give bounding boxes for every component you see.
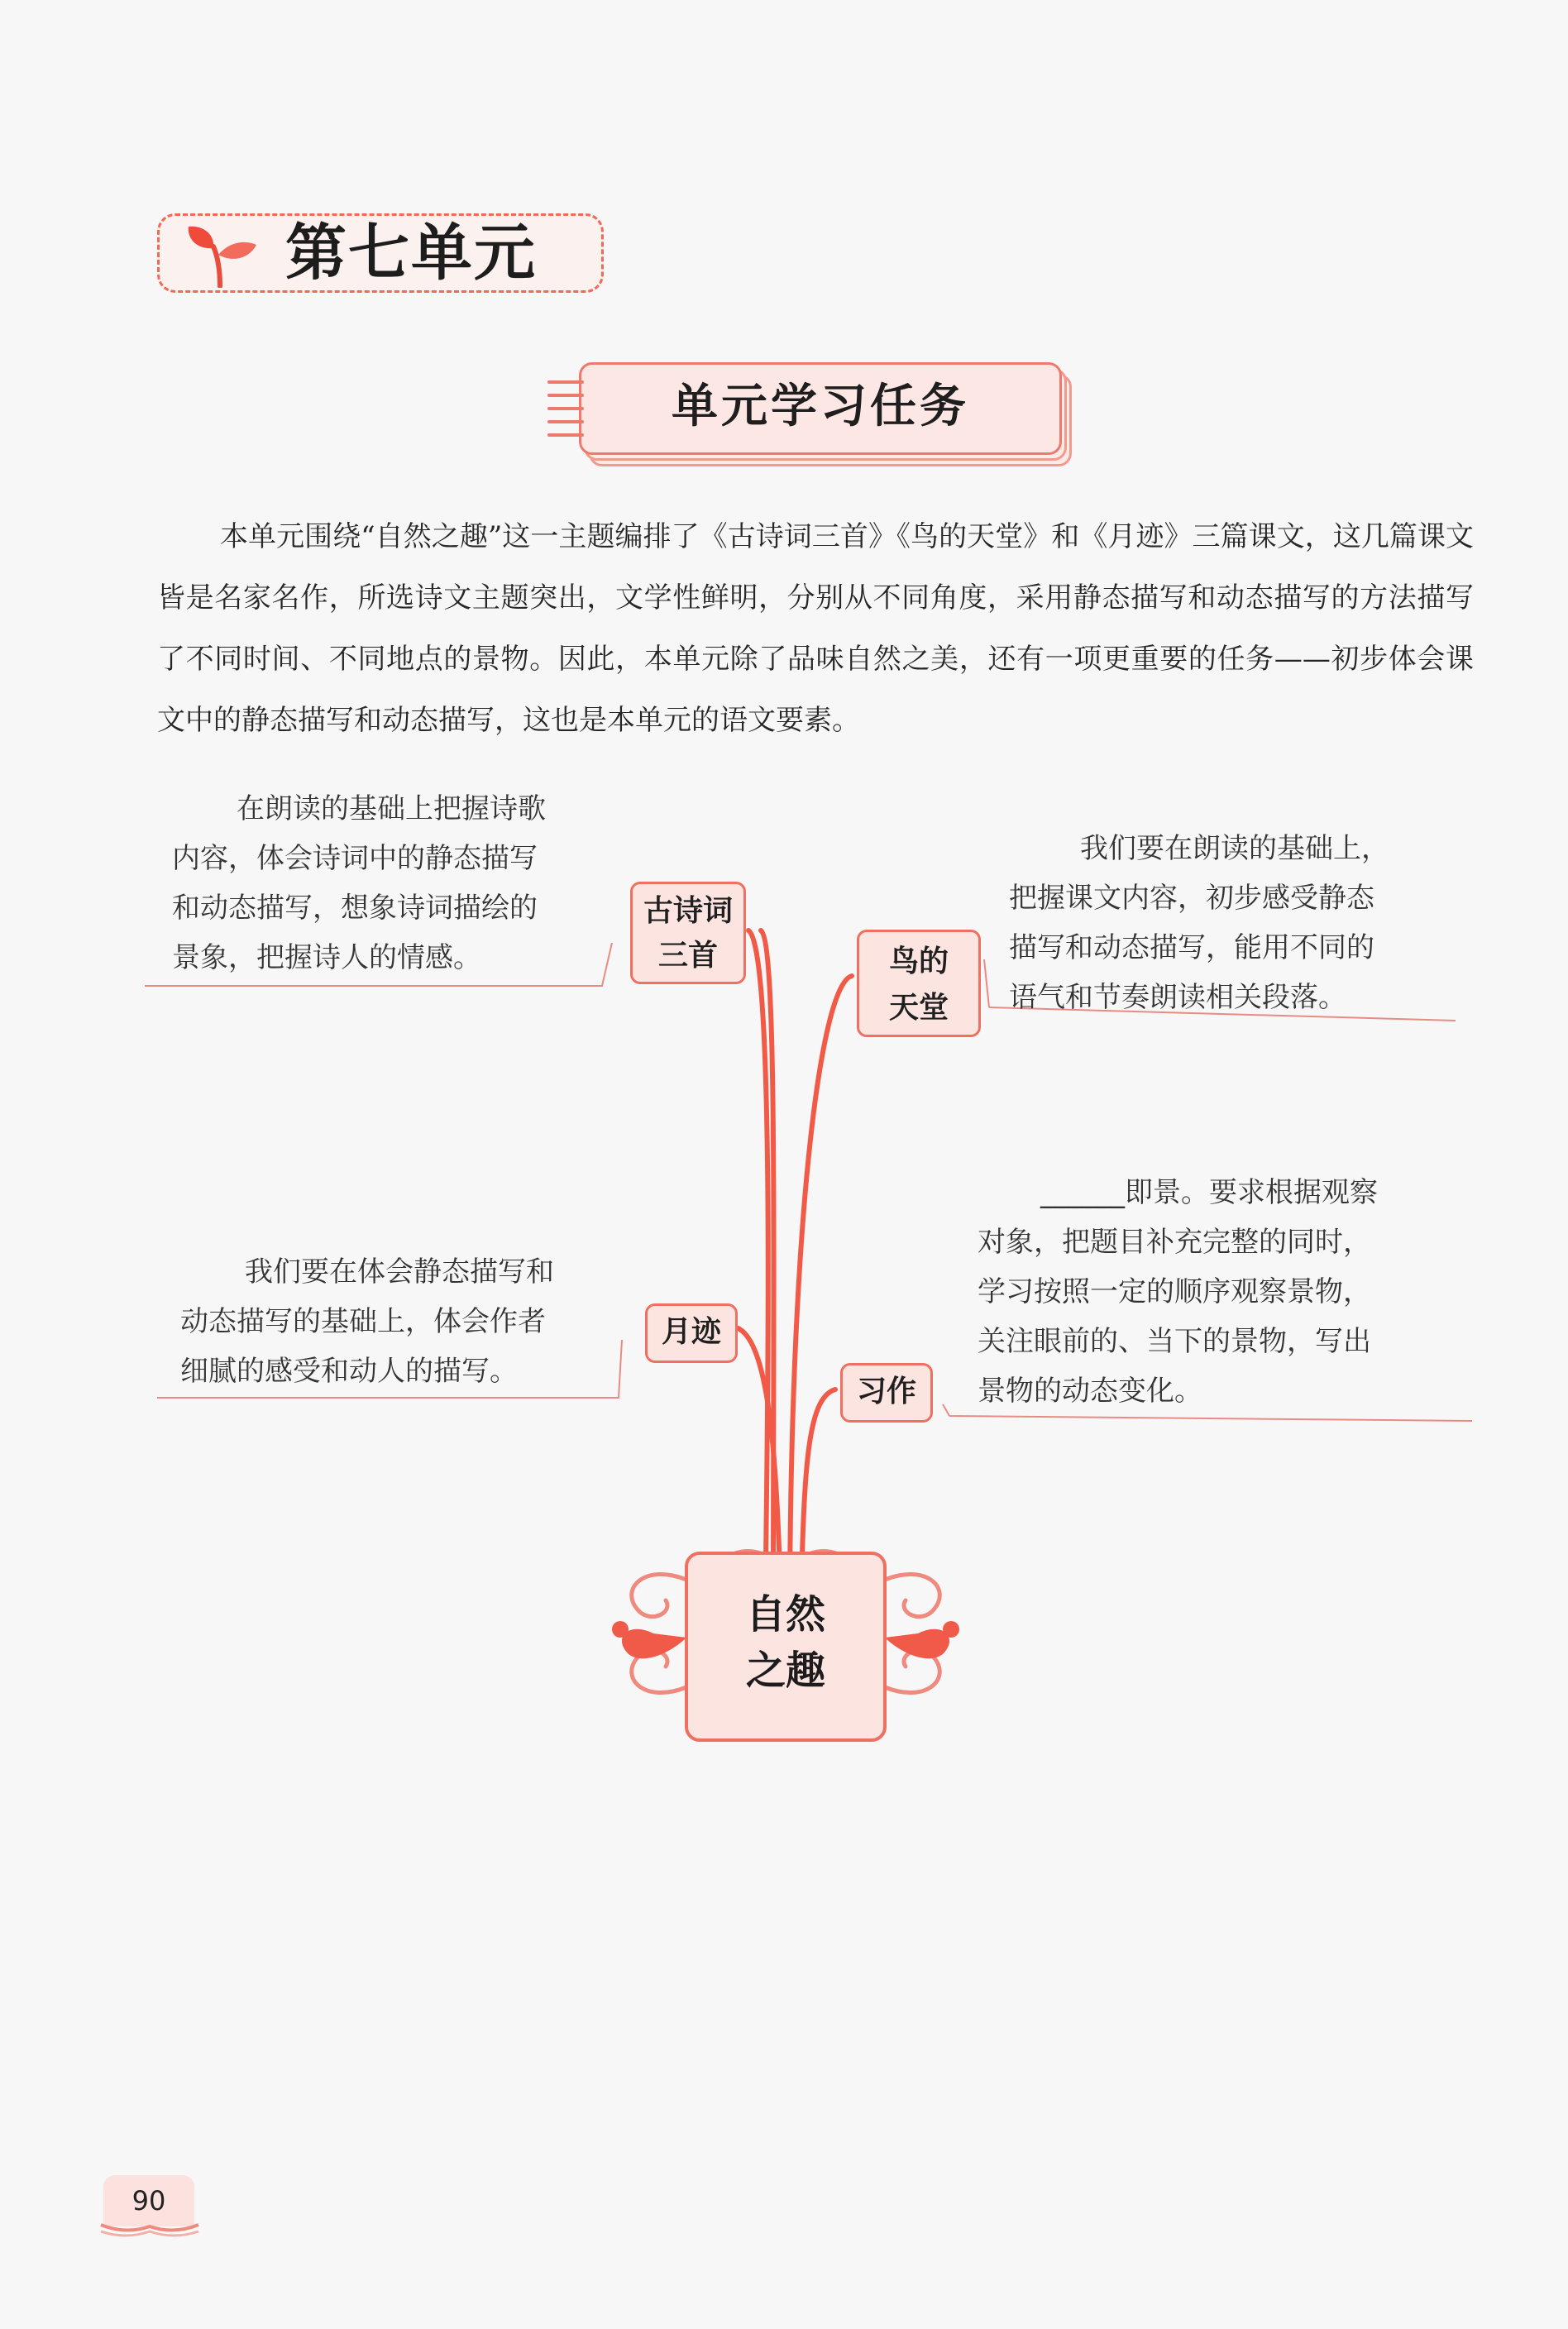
task-title: 单元学习任务 [672, 380, 969, 433]
page-number: 90 [131, 2185, 166, 2217]
node-niao-de-tiantang: 鸟的 天堂 [857, 930, 981, 1037]
note-niao-de-tiantang: 我们要在朗读的基础上， 把握课文内容，初步感受静态 描写和动态描写，能用不同的 语气和节奏朗读相关段落。 [1009, 832, 1389, 1014]
unit-title: 第七单元 [285, 218, 537, 289]
node-gushici-sanshou: 古诗词 三首 [630, 882, 746, 984]
open-book-edge-icon [99, 2221, 200, 2238]
note-xizuo: ______即景。要求根据观察 对象，把题目补充完整的同时， 学习按照一定的顺序观察景物， 关注眼前的、当下的景物，写出 景物的动态变化。 [978, 1176, 1378, 1408]
center-node-label: 自然 之趣 [745, 1591, 825, 1694]
note-yueji: 我们要在体会静态描写和 动态描写的基础上，体会作者 细腻的感受和动人的描写。 [180, 1255, 554, 1388]
node-yueji: 月迹 [645, 1303, 738, 1363]
note-gushici: 在朗读的基础上把握诗歌 内容，体会诗词中的静态描写 和动态描写，想象诗词描绘的 景象，把握诗人的情感。 [172, 792, 546, 974]
intro-paragraph: 本单元围绕“自然之趣”这一主题编排了《古诗词三首》《鸟的天堂》和《月迹》三篇课文，这几篇课文皆是名家名作，所选诗文主题突出，文学性鲜明，分别从不同角度，采用静态描写和动态描写的方法描写了不同时间、不同地点的景物。因此，本单元除了品味自然之美，还有一项更重要的任务——初步体会课文中的静态描写和动态描写，这也是本单元的语文要素。 [157, 520, 1474, 737]
node-xizuo: 习作 [840, 1363, 933, 1423]
